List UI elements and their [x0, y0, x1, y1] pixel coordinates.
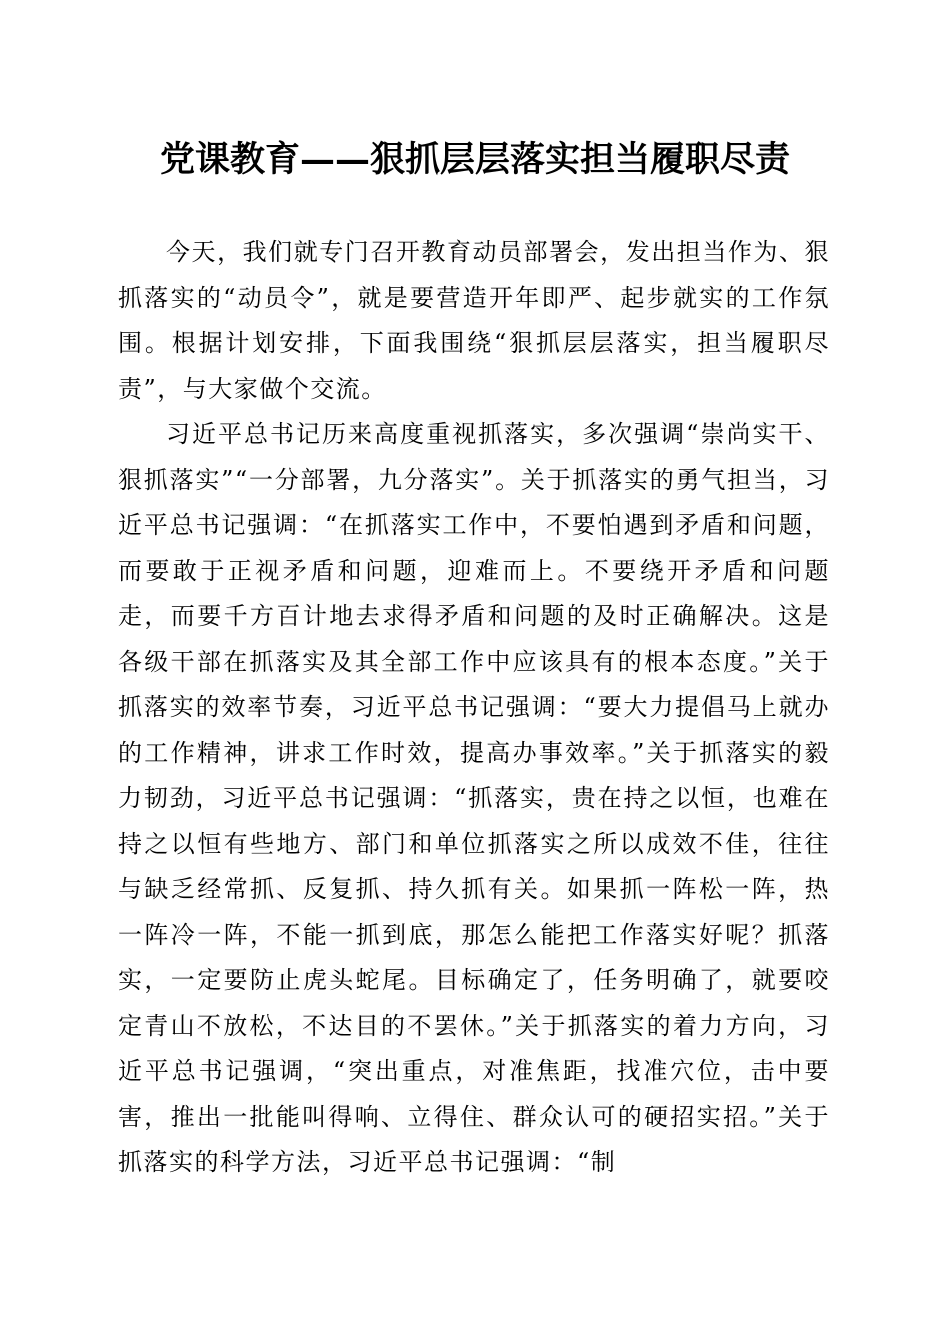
- paragraph-quotes: 习近平总书记历来高度重视抓落实，多次强调“崇尚实干、狠抓落实”“一分部署，九分落实”。关于抓落实的勇气担当，习近平总书记强调：“在抓落实工作中，不要怕遇到矛盾和问题，而要敢于正视矛盾和问题，迎难而上。不要绕开矛盾和问题走，而要千方百计地去求得矛盾和问题的及时正确解决。这是各级干部在抓落实及其全部工作中应该具有的根本态度。”关于抓落实的效率节奏，习近平总书记强调：“要大力提倡马上就办的工作精神，讲求工作时效，提高办事效率。”关于抓落实的毅力韧劲，习近平总书记强调：“抓落实，贵在持之以恒，也难在持之以恒有些地方、部门和单位抓落实之所以成效不佳，往往与缺乏经常抓、反复抓、持久抓有关。如果抓一阵松一阵，热一阵冷一阵，不能一抓到底，那怎么能把工作落实好呢？抓落实，一定要防止虎头蛇尾。目标确定了，任务明确了，就要咬定青山不放松，不达目的不罢休。”关于抓落实的着力方向，习近平总书记强调，“突出重点，对准焦距，找准穴位，击中要害，推出一批能叫得响、立得住、群众认可的硬招实招。”关于抓落实的科学方法，习近平总书记强调：“制: [118, 420, 830, 1176]
- document-body: [118, 230, 830, 1186]
- paragraph-intro: 今天，我们就专门召开教育动员部署会，发出担当作为、狠抓落实的“动员令”，就是要营造开年即严、起步就实的工作氛围。根据计划安排，下面我围绕“狠抓层层落实，担当履职尽责”，与大家做个交流。: [118, 238, 830, 403]
- document-title: 党课教育——狠抓层层落实担当履职尽责: [159, 139, 790, 180]
